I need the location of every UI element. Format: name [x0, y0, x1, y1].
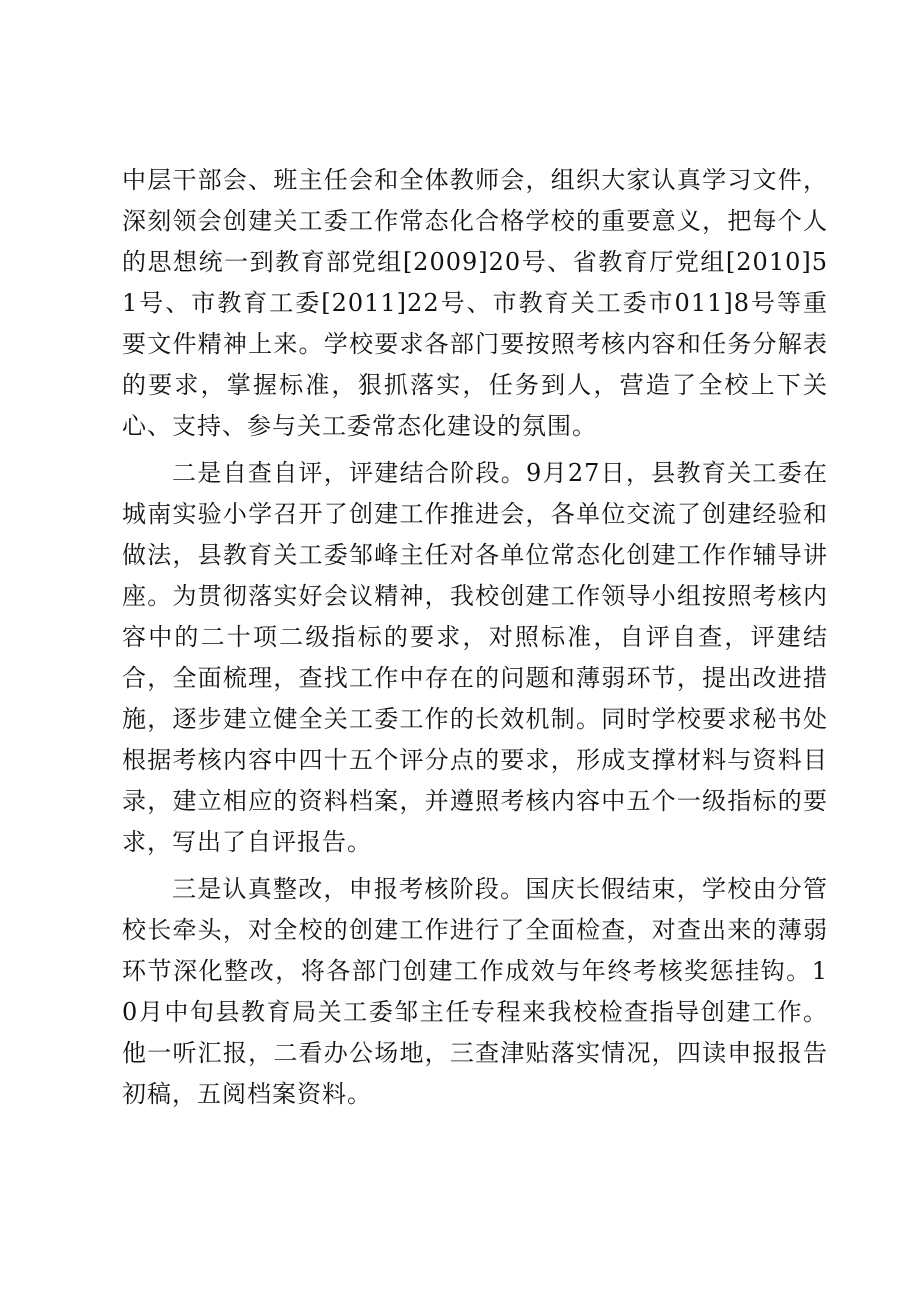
document-body	[122, 160, 828, 1121]
paragraph-continuation: 中层干部会、班主任会和全体教师会，组织大家认真学习文件，深刻领会创建关工委工作常态化合格学校的重要意义，把每个人的思想统一到教育部党组[2009]20号、省教育厅党组[2010]51号、市教育工委[2011]22号、市教育关工委市011]8号等重要文件精神上来。学校要求各部门要按照考核内容和任务分解表的要求，掌握标准，狠抓落实，任务到人，营造了全校上下关心、支持、参与关工委常态化建设的氛围。	[122, 166, 828, 440]
paragraph-rectification: 三是认真整改，申报考核阶段。国庆长假结束，学校由分管校长牵头，对全校的创建工作进行了全面检查，对查出来的薄弱环节深化整改，将各部门创建工作成效与年终考核奖惩挂钩。10月中旬县教育局关工委邹主任专程来我校检查指导创建工作。他一听汇报，二看办公场地，三查津贴落实情况，四读申报报告初稿，五阅档案资料。	[122, 875, 828, 1108]
paragraph-self-evaluation: 二是自查自评，评建结合阶段。9月27日，县教育关工委在城南实验小学召开了创建工作推进会，各单位交流了创建经验和做法，县教育关工委邹峰主任对各单位常态化创建工作作辅导讲座。为贯彻落实好会议精神，我校创建工作领导小组按照考核内容中的二十项二级指标的要求，对照标准，自评自查，评建结合，全面梳理，查找工作中存在的问题和薄弱环节，提出改进措施，逐步建立健全关工委工作的长效机制。同时学校要求秘书处根据考核内容中四十五个评分点的要求，形成支撑材料与资料目录，建立相应的资料档案，并遵照考核内容中五个一级指标的要求，写出了自评报告。	[122, 459, 828, 856]
